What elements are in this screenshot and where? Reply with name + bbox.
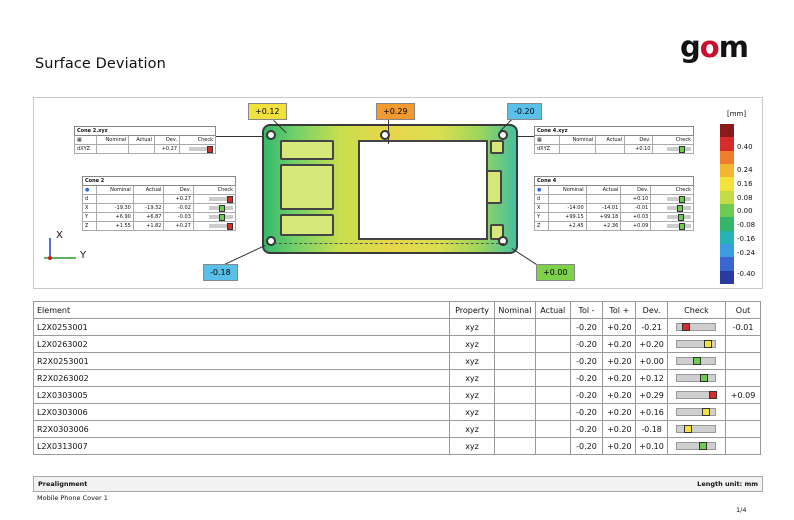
scale-tick-label: -0.16 [737,235,756,243]
page-title: Surface Deviation [35,56,166,72]
tol-minus-cell: -0.20 [570,438,603,455]
scale-swatch [720,217,734,231]
table-row[interactable] [34,353,761,370]
check-marker [682,323,690,331]
table-row[interactable] [34,370,761,387]
cone2-xyz-label [74,126,216,154]
label-title: Cone 4.xyz [535,127,694,136]
scale-swatch [720,244,734,258]
scale-tick-label: 0.08 [737,194,753,202]
col-header-out: Out [726,302,761,319]
row-name: dXYZ [535,145,560,154]
cell [548,195,586,204]
col-header-element: Element [34,302,450,319]
nominal-cell [494,370,535,387]
check-bar [676,408,716,416]
results-table [33,301,761,455]
check-cell [667,336,725,353]
actual-cell [535,319,570,336]
part-model [262,124,518,254]
point-icon: ● [535,186,549,195]
cell [96,195,133,204]
table-row[interactable] [34,387,761,404]
tol-plus-cell: +0.20 [603,353,636,370]
scale-swatch [720,204,734,218]
check-cell [667,370,725,387]
element-cell: L2X0253001 [34,319,450,336]
col-header-tol-plus: Tol + [603,302,636,319]
edge-ruler [274,243,504,249]
cell: +0.10 [621,195,651,204]
element-cell: L2X0263002 [34,336,450,353]
cell [586,195,621,204]
tol-minus-cell: -0.20 [570,387,603,404]
deviation-flag[interactable]: +0.00 [536,264,575,281]
cell: -14.00 [548,204,586,213]
out-cell [726,336,761,353]
check-indicator [193,195,235,204]
tol-plus-cell: +0.20 [603,319,636,336]
check-bar [676,357,716,365]
tol-plus-cell: +0.20 [603,336,636,353]
table-row[interactable] [34,404,761,421]
actual-cell [535,353,570,370]
slot [490,140,504,154]
property-cell: xyz [450,421,495,438]
col-header: Dev. [164,186,193,195]
scale-swatch [720,231,734,245]
col-header: Dev. [621,186,651,195]
tol-minus-cell: -0.20 [570,353,603,370]
nominal-cell [494,438,535,455]
table-leader [516,136,534,137]
dev-cell: -0.21 [636,319,668,336]
check-bar [676,374,716,382]
footer-bar [33,476,763,492]
tol-minus-cell: -0.20 [570,336,603,353]
scale-tick-label: 0.00 [737,207,753,215]
cell: +0.27 [154,145,179,154]
col-header-check: Check [667,302,725,319]
col-header: Dev. [154,136,179,145]
dev-cell: +0.20 [636,336,668,353]
cell: +99.18 [586,213,621,222]
point-icon: ● [83,186,97,195]
cell [560,145,596,154]
cone4-label [534,176,694,231]
slot [280,140,334,160]
nominal-cell [494,404,535,421]
col-header: Check [653,136,694,145]
3d-viewport[interactable] [33,97,763,289]
cell: -0.02 [164,204,193,213]
scale-swatch [720,137,734,151]
alignment-label: Prealignment [38,480,88,488]
element-cell: R2X0263002 [34,370,450,387]
scale-unit: [mm] [727,110,747,118]
element-cell: L2X0313007 [34,438,450,455]
cell: +6.90 [96,213,133,222]
deviation-flag[interactable]: +0.12 [248,103,287,120]
row-name: dXYZ [75,145,97,154]
cell: +99.15 [548,213,586,222]
col-header-property: Property [450,302,495,319]
scale-tick-label: 0.40 [737,143,753,151]
scale-tick-label: -0.08 [737,221,756,229]
actual-cell [535,387,570,404]
tol-plus-cell: +0.20 [603,438,636,455]
cell: -0.03 [164,213,193,222]
col-header: Nominal [96,186,133,195]
nominal-cell [494,387,535,404]
cell: +0.09 [621,222,651,231]
row-name: d [535,195,549,204]
cell: -19.32 [133,204,164,213]
cell: +0.10 [625,145,653,154]
element-cell: L2X0303006 [34,404,450,421]
check-bar [676,442,716,450]
tol-minus-cell: -0.20 [570,370,603,387]
row-name: Z [83,222,97,231]
col-header-tol-minus: Tol - [570,302,603,319]
row-name: X [535,204,549,213]
cone-hole [266,130,276,140]
table-row[interactable] [34,421,761,438]
check-marker [684,425,692,433]
row-name: X [83,204,97,213]
row-name: Y [83,213,97,222]
col-header-nominal: Nominal [494,302,535,319]
check-indicator [653,145,694,154]
cell: +2.45 [548,222,586,231]
out-cell: +0.09 [726,387,761,404]
cone-hole [498,130,508,140]
table-leader [216,136,262,137]
nominal-cell [494,319,535,336]
check-cell [667,421,725,438]
actual-cell [535,404,570,421]
actual-cell [535,370,570,387]
tol-minus-cell: -0.20 [570,421,603,438]
cell: +0.27 [164,222,193,231]
axis-triad [42,230,92,270]
cone4-xyz-label [534,126,694,154]
cell [129,145,155,154]
scale-tick-label: 0.24 [737,166,753,174]
check-indicator [193,213,235,222]
csys-icon: ▦ [75,136,97,145]
row-name: Z [535,222,549,231]
check-marker [699,442,707,450]
out-cell: -0.01 [726,319,761,336]
dev-cell: +0.00 [636,353,668,370]
cell: +0.03 [621,213,651,222]
cell: -19.30 [96,204,133,213]
scale-swatch [720,271,734,285]
check-indicator [651,222,694,231]
slot [280,164,334,210]
cell: +1.55 [96,222,133,231]
dev-cell: +0.12 [636,370,668,387]
check-cell [667,353,725,370]
nominal-cell [494,336,535,353]
label-title: Cone 4 [535,177,694,186]
col-header: Check [180,136,216,145]
check-indicator [193,204,235,213]
flag-leader [388,120,389,144]
cell: +0.27 [164,195,193,204]
col-header: Nominal [560,136,596,145]
cell: +1.82 [133,222,164,231]
check-cell [667,404,725,421]
actual-cell [535,438,570,455]
check-marker [704,340,712,348]
check-marker [709,391,717,399]
tol-plus-cell: +0.20 [603,404,636,421]
property-cell: xyz [450,387,495,404]
scale-swatch [720,124,734,138]
property-cell: xyz [450,319,495,336]
table-row[interactable] [34,319,761,336]
property-cell: xyz [450,353,495,370]
part-name: Mobile Phone Cover 1 [37,494,108,502]
table-row[interactable] [34,438,761,455]
cell [133,195,164,204]
cell: +2.36 [586,222,621,231]
col-header: Check [651,186,694,195]
tol-plus-cell: +0.20 [603,387,636,404]
check-marker [700,374,708,382]
col-header: Dev. [625,136,653,145]
scale-swatch [720,177,734,191]
scale-swatch [720,151,734,165]
dev-cell: -0.18 [636,421,668,438]
out-cell [726,353,761,370]
dev-cell: +0.10 [636,438,668,455]
check-marker [693,357,701,365]
cell: +6.87 [133,213,164,222]
out-cell [726,438,761,455]
scale-swatch [720,257,734,271]
property-cell: xyz [450,370,495,387]
element-cell: L2X0303005 [34,387,450,404]
cell [596,145,625,154]
tol-minus-cell: -0.20 [570,319,603,336]
scale-swatch [720,191,734,205]
property-cell: xyz [450,404,495,421]
col-header: Nominal [548,186,586,195]
out-cell [726,421,761,438]
scale-bar [720,124,734,284]
page-number: 1/4 [736,506,747,514]
row-name: d [83,195,97,204]
cell: -0.01 [621,204,651,213]
axis-x-label: X [56,230,63,241]
slot [486,170,502,204]
check-bar [676,340,716,348]
actual-cell [535,336,570,353]
table-row[interactable] [34,336,761,353]
csys-icon: ▦ [535,136,560,145]
col-header: Actual [596,136,625,145]
nominal-cell [494,421,535,438]
tol-minus-cell: -0.20 [570,404,603,421]
col-header: Nominal [97,136,129,145]
actual-cell [535,421,570,438]
check-cell [667,319,725,336]
axis-y-label: Y [80,250,87,261]
cell: -14.01 [586,204,621,213]
check-cell [667,438,725,455]
check-indicator [193,222,235,231]
col-header: Actual [129,136,155,145]
tol-plus-cell: +0.20 [603,370,636,387]
deviation-flag[interactable]: -0.18 [203,264,238,281]
deviation-flag[interactable]: +0.29 [376,103,415,120]
slot [280,214,334,236]
dev-cell: +0.29 [636,387,668,404]
label-title: Cone 2 [83,177,236,186]
property-cell: xyz [450,438,495,455]
length-unit-label: Length unit: mm [697,480,758,488]
col-header-actual: Actual [535,302,570,319]
element-cell: R2X0303006 [34,421,450,438]
row-name: Y [535,213,549,222]
col-header: Check [193,186,235,195]
tol-plus-cell: +0.20 [603,421,636,438]
scale-tick-label: 0.16 [737,180,753,188]
check-marker [702,408,710,416]
scale-tick-label: -0.24 [737,249,756,257]
deviation-flag[interactable]: -0.20 [507,103,542,120]
gom-logo: gom [680,30,748,64]
dev-cell: +0.16 [636,404,668,421]
check-bar [676,323,716,331]
check-indicator [651,204,694,213]
cone2-label [82,176,236,231]
col-header: Actual [586,186,621,195]
check-indicator [651,195,694,204]
check-indicator [180,145,216,154]
scale-swatch [720,164,734,178]
property-cell: xyz [450,336,495,353]
nominal-cell [494,353,535,370]
element-cell: R2X0253001 [34,353,450,370]
display-cutout [358,140,488,240]
check-cell [667,387,725,404]
out-cell [726,404,761,421]
check-bar [676,391,716,399]
check-indicator [651,213,694,222]
out-cell [726,370,761,387]
label-title: Cone 2.xyz [75,127,216,136]
col-header: Actual [133,186,164,195]
cell [97,145,129,154]
col-header-dev: Dev. [636,302,668,319]
check-bar [676,425,716,433]
scale-tick-label: -0.40 [737,270,756,278]
